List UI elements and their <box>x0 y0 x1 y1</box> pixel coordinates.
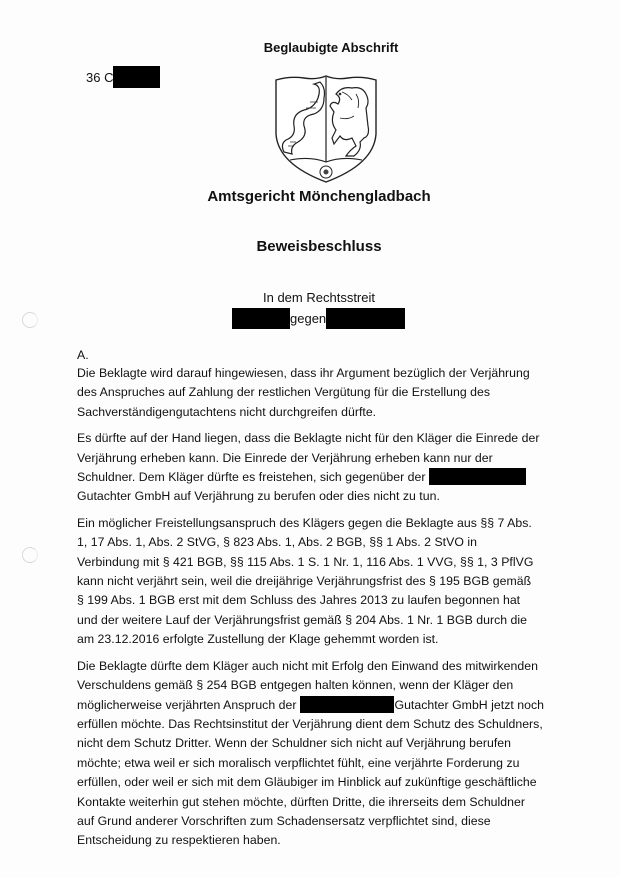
text-line: Kontakte weiterhin gut stehen möchte, dürften Dritte, die ihrerseits dem Schuldner <box>77 794 525 809</box>
redaction-box <box>429 468 526 485</box>
text-line: § 199 Abs. 1 BGB erst mit dem Schluss des Jahres 2013 zu laufen begonnen hat <box>77 593 521 608</box>
decision-body <box>77 347 557 858</box>
text-segment: Gutachter GmbH jetzt noch <box>394 697 544 712</box>
text-line: Verbindung mit § 421 BGB, §§ 115 Abs. 1 S. 1 Nr. 1, 116 Abs. 1 VVG, §§ 1, 3 PflVG <box>77 554 534 569</box>
court-name: Amtsgericht Mönchengladbach <box>207 188 431 205</box>
text-line: Sachverständigengutachtens nicht durchgreifen dürfte. <box>77 404 377 419</box>
text-line-with-redaction <box>77 696 557 715</box>
case-number-prefix: 36 C <box>86 69 114 85</box>
text-line-with-redaction <box>77 468 557 487</box>
paragraph <box>77 429 557 507</box>
paragraph <box>77 514 557 650</box>
section-label: A. <box>77 348 89 362</box>
text-line: Die Beklagte wird darauf hingewiesen, dass ihr Argument bezüglich der Verjährung <box>77 366 530 380</box>
dispute-intro: In dem Rechtsstreit <box>263 290 375 305</box>
text-line: Es dürfte auf der Hand liegen, dass die Beklagte nicht für den Kläger die Einrede der <box>77 431 540 446</box>
redaction-box <box>232 308 290 329</box>
punch-hole-mark <box>22 312 38 328</box>
text-segment: Schuldner. Dem Kläger dürfte es freistehen, sich gegenüber der <box>77 470 426 485</box>
paragraph <box>77 657 557 851</box>
coat-of-arms-icon <box>270 72 382 184</box>
text-line: auf Grund anderer Vorschriften zum Schadensersatz verpflichtet sind, diese <box>77 813 491 828</box>
text-line: erfüllen, oder weil er sich mit dem Gläubiger im Hinblick auf zukünftige geschäftliche <box>77 775 537 790</box>
certified-copy-label: Beglaubigte Abschrift <box>263 40 399 55</box>
text-segment: möglicherweise verjährten Anspruch der <box>77 697 297 712</box>
text-line: Ein möglicher Freistellungsanspruch des Klägers gegen die Beklagte aus §§ 7 Abs. <box>77 515 532 530</box>
redaction-box <box>113 66 160 88</box>
document-title: Beweisbeschluss <box>256 238 382 255</box>
versus-label: gegen <box>290 310 327 326</box>
text-line: Die Beklagte dürfte dem Kläger auch nicht mit Erfolg den Einwand des mitwirkenden <box>77 658 538 673</box>
text-line: nicht dem Schutz Dritter. Wenn der Schuldner sich nicht auf Verjährung berufen <box>77 736 512 751</box>
text-line: Entscheidung zu respektieren haben. <box>77 833 281 848</box>
text-line: Verschuldens gemäß § 254 BGB entgegen halten können, wenn der Kläger den <box>77 678 514 693</box>
text-line: des Anspruches auf Zahlung der restlichen Vergütung für die Erstellung des <box>77 385 490 400</box>
text-line: 1, 17 Abs. 1, Abs. 2 StVG, § 823 Abs. 1, Abs. 2 BGB, §§ 1 Abs. 2 StVO in <box>77 535 477 550</box>
text-line: möchte; etwa weil er sich moralisch verpflichtet fühlt, eine verjährte Forderung zu <box>77 755 520 770</box>
redaction-box <box>326 308 405 329</box>
case-number <box>86 66 160 88</box>
punch-hole-mark <box>22 547 38 563</box>
parties-line <box>232 307 405 329</box>
text-line: Gutachter GmbH auf Verjährung zu berufen oder dies nicht zu tun. <box>77 489 440 504</box>
text-line: kann nicht verjährt sein, weil die dreijährige Verjährungsfrist des § 195 BGB gemäß <box>77 574 532 589</box>
text-line: am 23.12.2016 erfolgte Zustellung der Klage gehemmt worden ist. <box>77 632 439 647</box>
redaction-box <box>300 696 394 713</box>
paragraph <box>77 364 557 422</box>
text-line: Verjährung erheben kann. Die Einrede der Verjährung erheben kann nur der <box>77 450 493 465</box>
text-line: und der weitere Lauf der Verjährungsfrist gemäß § 204 Abs. 1 Nr. 1 BGB durch die <box>77 612 528 627</box>
text-line: erfüllen möchte. Das Rechtsinstitut der Verjährung dient dem Schutz des Schuldners, <box>77 716 543 731</box>
